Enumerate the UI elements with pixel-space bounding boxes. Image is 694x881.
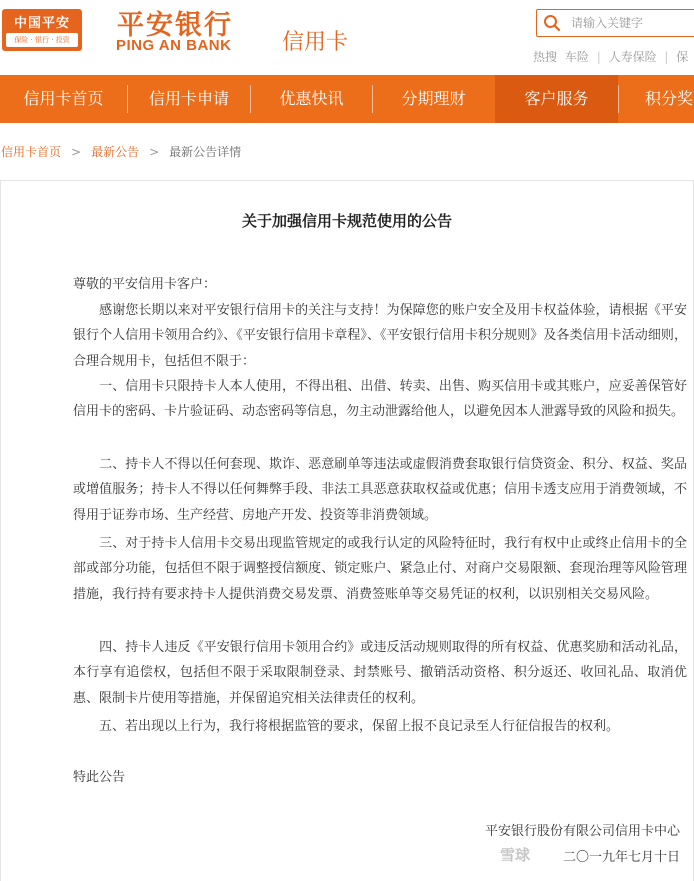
breadcrumb-home[interactable]: 信用卡首页 [1, 145, 62, 159]
notice-signature: 平安银行股份有限公司信用卡中心 [484, 824, 680, 839]
notice-item-3: 三、对于持卡人信用卡交易出现监管规定的或我行认定的风险特征时，我行有权中止或终止信用卡的全部或部分功能，包括但不限于调整授信额度、锁定账户、紧急止付、对商户交易限额、套现治理等风险管理措施，我行持有要求持卡人提供消费交易发票、消费签账单等交易凭证的权利，以识别相关交易风险。 [73, 536, 687, 602]
breadcrumb-news[interactable]: 最新公告 [91, 145, 140, 159]
notice-item-5: 五、若出现以上行为，我行将根据监管的要求，保留上报不良记录至人行征信报告的权利。 [73, 719, 620, 734]
nav-item-apply[interactable]: 信用卡申请 [148, 89, 229, 108]
nav-item-customer-service[interactable]: 客户服务 [495, 75, 618, 123]
logo-text: 中国平安 [13, 16, 70, 31]
notice-title: 关于加强信用卡规范使用的公告 [241, 212, 452, 230]
chevron-right-icon: > [71, 145, 82, 159]
section-name: 信用卡 [282, 30, 349, 55]
hot-link-more[interactable]: 保 [676, 50, 689, 64]
nav-item-credit-card-home[interactable]: 信用卡首页 [23, 89, 104, 108]
logo-subtext: 保险 · 银行 · 投资 [6, 33, 78, 47]
breadcrumb-current: 最新公告详情 [169, 145, 242, 159]
hot-search-label: 热搜 [533, 50, 558, 64]
chevron-right-icon: > [149, 145, 160, 159]
notice-item-4: 四、持卡人违反《平安银行信用卡领用合约》或违反活动规则取得的所有权益、优惠奖励和活动礼品，本行享有追偿权，包括但不限于采取限制登录、封禁账号、撤销活动资格、积分返还、收回礼品、取消优惠、限制卡片使用等措施，并保留追究相关法律责任的权利。 [73, 640, 687, 706]
main-nav [0, 75, 694, 123]
bank-brand-english: PING AN BANK [116, 37, 232, 54]
notice-item-2: 二、持卡人不得以任何套现、欺诈、恶意刷单等违法或虚假消费套取银行信贷资金、积分、权益、奖品或增值服务；持卡人不得以任何舞弊手段、非法工具恶意获取权益或优惠；信用卡透支应用于消费领域，不得用于证券市场、生产经营、房地产开发、投资等非消费领域。 [73, 457, 687, 523]
notice-closing: 特此公告 [73, 770, 126, 785]
nav-item-points[interactable]: 积分奖 [645, 89, 694, 108]
search-box [536, 9, 694, 37]
search-icon[interactable] [543, 14, 561, 32]
hot-search-links [533, 48, 692, 65]
search-input[interactable] [571, 13, 694, 33]
nav-item-promotions[interactable]: 优惠快讯 [279, 89, 344, 108]
notice-salutation: 尊敬的平安信用卡客户： [73, 277, 217, 292]
pingan-group-logo[interactable] [2, 9, 82, 51]
nav-item-installments[interactable]: 分期理财 [401, 89, 466, 108]
breadcrumb [1, 143, 241, 160]
notice-item-1: 一、信用卡只限持卡人本人使用，不得出租、出借、转卖、出售、购买信用卡或其账户，应妥善保管好信用卡的密码、卡片验证码、动态密码等信息，勿主动泄露给他人，以避免因本人泄露导致的风险和损失。 [73, 379, 687, 420]
hot-link-life-insurance[interactable]: 人寿保险 [608, 50, 657, 64]
bank-brand-name[interactable]: 平安银行 [117, 10, 233, 41]
watermark: 雪球 [500, 846, 531, 864]
site-header [0, 0, 694, 74]
hot-link-separator: | [596, 50, 601, 64]
hot-link-separator: | [664, 50, 669, 64]
notice-intro: 感谢您长期以来对平安银行信用卡的关注与支持！为保障您的账户安全及用卡权益体验，请根据《平安银行个人信用卡领用合约》、《平安银行信用卡章程》、《平安银行信用卡积分规则》及各类信用卡活动细则，合理合规用卡，包括但不限于： [73, 303, 687, 369]
notice-date: 二〇一九年七月十日 [562, 850, 680, 865]
hot-link-car-insurance[interactable]: 车险 [564, 50, 589, 64]
